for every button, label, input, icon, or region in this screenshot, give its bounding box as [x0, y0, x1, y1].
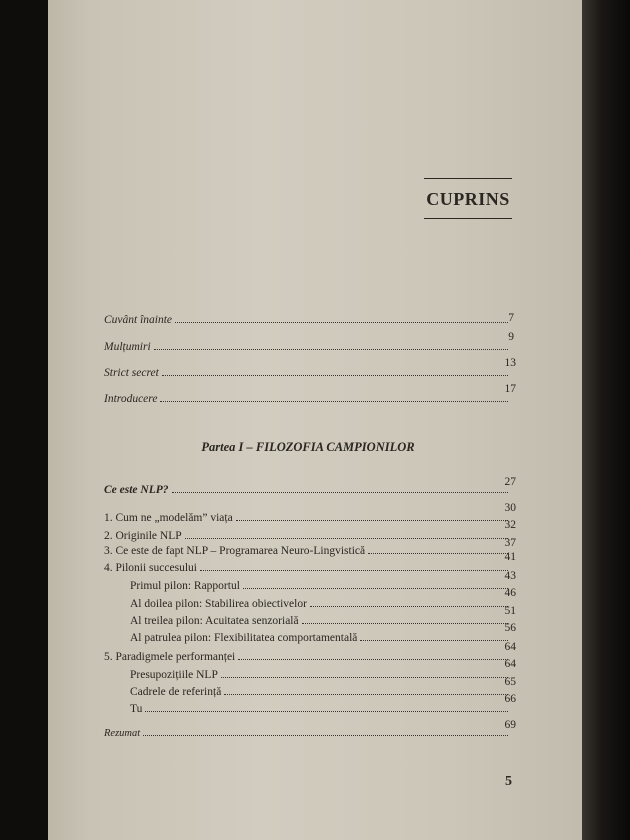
toc-entry-label: Strict secret — [104, 367, 159, 379]
toc-entry — [104, 562, 512, 574]
dot-leader — [221, 677, 508, 678]
section-heading-label: Ce este NLP? — [104, 484, 169, 496]
dot-leader — [310, 606, 508, 607]
toc-entry-page: 46 — [504, 587, 516, 599]
toc-entry — [130, 703, 512, 715]
toc-entry-page: 43 — [504, 570, 516, 582]
section-heading-page: 27 — [504, 476, 516, 488]
toc-entry-page: 7 — [508, 312, 514, 324]
dot-leader — [162, 375, 508, 376]
toc-entry-page: 66 — [504, 693, 516, 705]
dot-leader — [238, 659, 508, 660]
summary-page: 69 — [504, 719, 516, 731]
page-edge-shadow — [582, 0, 630, 840]
toc-entry — [130, 615, 512, 627]
toc-entry-page: 64 — [504, 641, 516, 653]
toc-entry-page: 56 — [504, 622, 516, 634]
toc-entry-label: Mulțumiri — [104, 341, 151, 353]
toc-entry-page: 9 — [508, 331, 514, 343]
page-number: 5 — [505, 774, 512, 789]
toc-entry-page: 37 — [504, 537, 516, 549]
dot-leader — [200, 570, 508, 571]
dot-leader — [172, 492, 508, 493]
toc-entry-label: Al treilea pilon: Acuitatea senzorială — [130, 615, 299, 627]
section-heading-row — [104, 484, 512, 496]
dot-leader — [224, 694, 508, 695]
dot-leader — [243, 588, 508, 589]
dot-leader — [302, 623, 508, 624]
toc-entry-label: 2. Originile NLP — [104, 530, 182, 542]
heading-rule-bottom — [424, 218, 512, 219]
toc-entry-label: 4. Pilonii succesului — [104, 562, 197, 574]
toc-entry-page: 17 — [504, 383, 516, 395]
toc-entry-label: Tu — [130, 703, 143, 715]
toc-entry — [104, 341, 512, 353]
toc-entry — [104, 512, 512, 524]
dot-leader — [143, 735, 508, 736]
dot-leader — [160, 401, 508, 402]
toc-entry-page: 32 — [504, 519, 516, 531]
toc-entry-label: Presupozițiile NLP — [130, 669, 218, 681]
toc-entry-label: 3. Ce este de fapt NLP – Programarea Neuro-Lingvistică — [104, 545, 366, 557]
toc-entry-label: Al doilea pilon: Stabilirea obiectivelor — [130, 598, 307, 610]
dot-leader — [145, 711, 508, 712]
toc-entry-page: 64 — [504, 658, 516, 670]
summary-label: Rezumat — [104, 728, 141, 739]
dot-leader — [185, 538, 508, 539]
toc-entry-page: 13 — [504, 357, 516, 369]
part-title: Partea I – FILOZOFIA CAMPIONILOR — [201, 440, 415, 454]
toc-entry-label: 5. Paradigmele performanței — [104, 651, 236, 663]
toc-entry — [104, 314, 512, 326]
toc-entry — [130, 632, 512, 644]
toc-entry-page: 65 — [504, 676, 516, 688]
toc-entry-page: 41 — [504, 551, 516, 563]
toc-entry-label: Cadrele de referință — [130, 686, 222, 698]
dot-leader — [154, 349, 508, 350]
toc-entry-label: 1. Cum ne „modelăm” viața — [104, 512, 233, 524]
toc-entry-page: 51 — [504, 605, 516, 617]
toc-entry — [130, 598, 512, 610]
toc-entry-label: Introducere — [104, 393, 158, 405]
toc-entry — [104, 651, 512, 663]
toc-entry — [130, 686, 512, 698]
toc-entry-page: 30 — [504, 502, 516, 514]
toc-heading: CUPRINS — [426, 189, 510, 209]
toc-entry — [130, 580, 512, 592]
toc-entry — [104, 530, 512, 542]
toc-entry — [130, 669, 512, 681]
toc-entry-label: Primul pilon: Rapportul — [130, 580, 240, 592]
toc-entry-label: Cuvânt înainte — [104, 314, 173, 326]
toc-entry — [104, 545, 512, 557]
toc-entry — [104, 393, 512, 405]
summary-row — [104, 728, 512, 739]
toc-entry-label: Al patrulea pilon: Flexibilitatea comportamentală — [130, 632, 358, 644]
toc-entry — [104, 367, 512, 379]
dot-leader — [236, 520, 508, 521]
toc-heading-block — [424, 178, 512, 219]
dot-leader — [175, 322, 508, 323]
